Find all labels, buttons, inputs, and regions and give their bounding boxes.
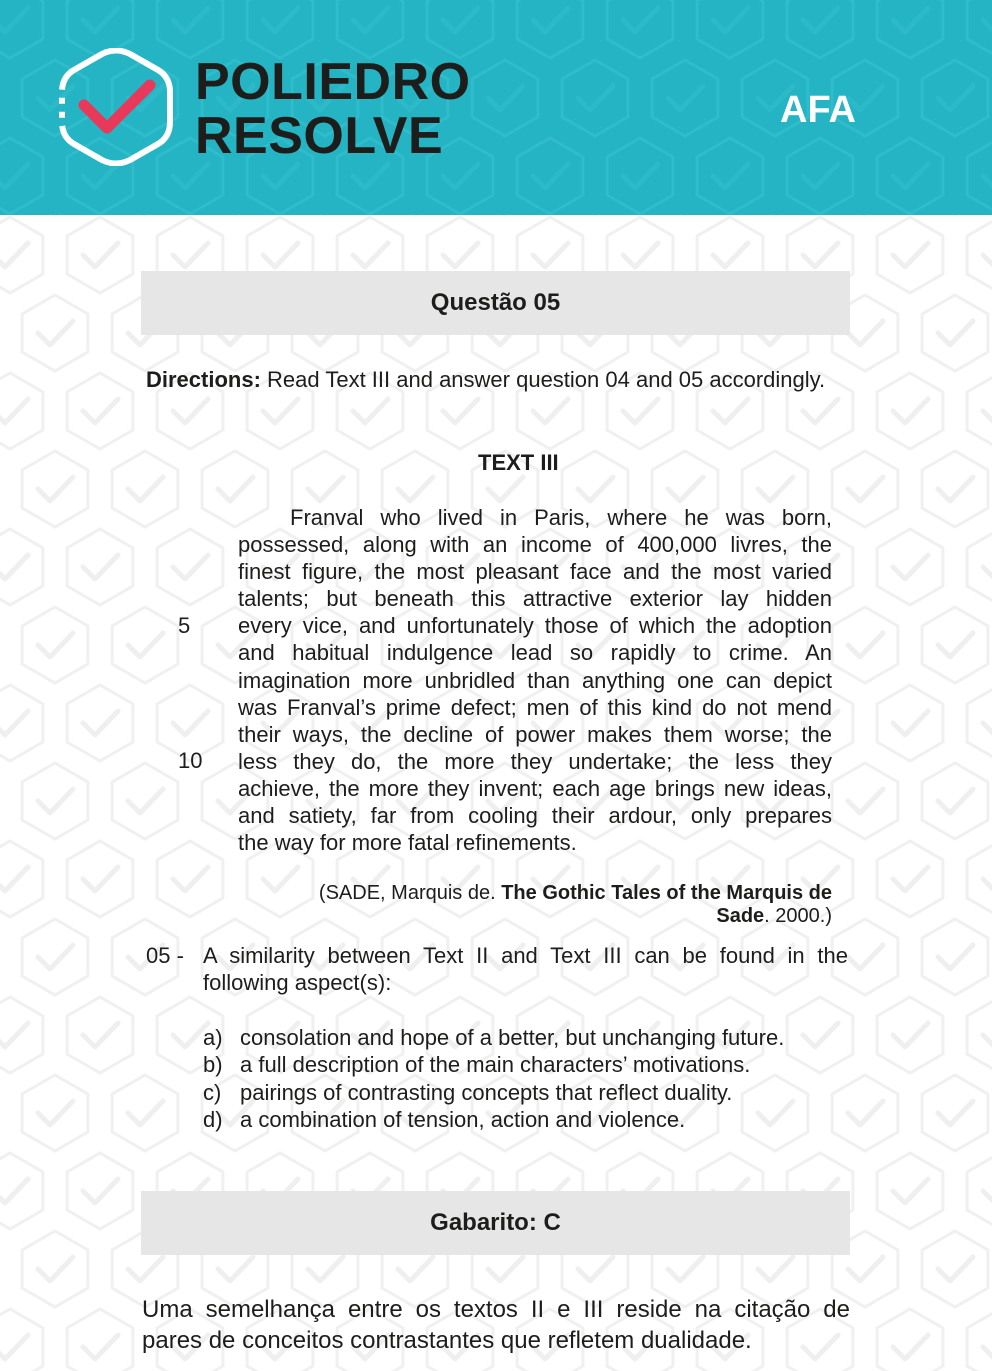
- watermark-hexagon: [967, 997, 992, 1073]
- watermark-check: [713, 399, 748, 423]
- passage-line: Franval who lived in Paris, where he was born,: [290, 505, 832, 530]
- watermark-hexagon: [67, 841, 133, 917]
- watermark-hexagon: [112, 607, 178, 683]
- option-letter: a): [203, 1025, 223, 1050]
- watermark-check: [443, 399, 478, 423]
- passage-line: possessed, along with an income of 400,000 livres, the: [238, 532, 832, 558]
- explanation: [142, 1294, 850, 1356]
- watermark-check: [983, 1335, 992, 1359]
- passage-line: talents; but beneath this attractive exterior lay hidden: [238, 586, 832, 612]
- watermark-hexagon: [877, 138, 943, 214]
- watermark-hexagon: [112, 451, 178, 527]
- watermark-check: [173, 711, 208, 735]
- watermark-check: [848, 789, 883, 813]
- watermark-hexagon: [0, 373, 43, 449]
- watermark-check: [803, 164, 838, 188]
- watermark-hexagon: [967, 138, 992, 214]
- source-title-part2: Sade: [716, 905, 765, 927]
- watermark-check: [533, 8, 568, 32]
- watermark-hexagon: [967, 685, 992, 761]
- watermark-check: [173, 8, 208, 32]
- watermark-check: [623, 164, 658, 188]
- watermark-check: [83, 243, 118, 267]
- watermark-check: [983, 243, 992, 267]
- watermark-check: [83, 399, 118, 423]
- option-letter: b): [203, 1052, 223, 1078]
- header-band: [0, 0, 992, 215]
- watermark-hexagon: [517, 138, 583, 214]
- watermark-hexagon: [0, 685, 43, 761]
- watermark-check: [893, 867, 928, 891]
- watermark-check: [38, 1257, 73, 1281]
- watermark-check: [623, 243, 658, 267]
- watermark-check: [983, 711, 992, 735]
- watermark-hexagon: [832, 763, 898, 839]
- watermark-check: [0, 867, 28, 891]
- watermark-check: [983, 555, 992, 579]
- option-letter: c): [203, 1079, 222, 1105]
- option-b: [203, 1051, 843, 1078]
- watermark-check: [893, 164, 928, 188]
- watermark-hexagon: [832, 607, 898, 683]
- watermark-check: [578, 1257, 613, 1281]
- watermark-check: [173, 555, 208, 579]
- watermark-check: [308, 477, 343, 501]
- watermark-hexagon: [67, 529, 133, 605]
- watermark-hexagon: [877, 529, 943, 605]
- watermark-check: [0, 1023, 28, 1047]
- watermark-hexagon: [0, 138, 43, 214]
- watermark-check: [938, 321, 973, 345]
- watermark-check: [0, 399, 28, 423]
- watermark-check: [983, 1023, 992, 1047]
- watermark-hexagon: [877, 685, 943, 761]
- watermark-hexagon: [0, 217, 43, 293]
- watermark-check: [38, 789, 73, 813]
- watermark-hexagon: [922, 295, 988, 371]
- source-prefix: (SADE, Marquis de.: [318, 882, 502, 904]
- watermark-check: [938, 789, 973, 813]
- watermark-hexagon: [967, 529, 992, 605]
- directions: [146, 366, 841, 393]
- passage-line: less they do, the more they undertake; the less they: [238, 748, 832, 774]
- watermark-hexagon: [67, 217, 133, 293]
- watermark-check: [83, 1023, 118, 1047]
- watermark-check: [263, 164, 298, 188]
- watermark-check: [38, 477, 73, 501]
- watermark-hexagon: [0, 1153, 43, 1229]
- watermark-check: [983, 1179, 992, 1203]
- watermark-check: [623, 399, 658, 423]
- watermark-hexagon: [967, 1309, 992, 1371]
- explanation-line-2: pares de conceitos contrastantes que refletem dualidade.: [142, 1327, 752, 1354]
- watermark-check: [0, 555, 28, 579]
- stem-line-1: A similarity between Text II and Text III can be found in the: [203, 943, 848, 968]
- watermark-hexagon: [877, 1309, 943, 1371]
- watermark-check: [803, 243, 838, 267]
- watermark-check: [488, 477, 523, 501]
- watermark-check: [128, 789, 163, 813]
- watermark-check: [218, 1257, 253, 1281]
- watermark-hexagon: [157, 841, 223, 917]
- passage-line: finest figure, the most pleasant face and the most varied: [238, 559, 832, 585]
- watermark-check: [173, 243, 208, 267]
- watermark-hexagon: [922, 451, 988, 527]
- option-letter: d): [203, 1106, 223, 1132]
- watermark-check: [533, 399, 568, 423]
- watermark-check: [218, 477, 253, 501]
- watermark-check: [83, 164, 118, 188]
- watermark-check: [83, 1335, 118, 1359]
- watermark-check: [308, 1257, 343, 1281]
- watermark-hexagon: [967, 841, 992, 917]
- exam-tag: AFA: [780, 89, 856, 131]
- watermark-check: [83, 867, 118, 891]
- question-number: 05 -: [146, 943, 184, 968]
- watermark-check: [848, 321, 883, 345]
- watermark-hexagon: [0, 997, 43, 1073]
- watermark-check: [128, 1101, 163, 1125]
- watermark-hexagon: [787, 138, 853, 214]
- line-number-10: 10: [178, 748, 203, 773]
- watermark-check: [848, 1257, 883, 1281]
- watermark-hexagon: [922, 607, 988, 683]
- watermark-hexagon: [967, 217, 992, 293]
- watermark-hexagon: [22, 1075, 88, 1151]
- brand-line-1: POLIEDRO: [195, 53, 471, 111]
- watermark-hexagon: [67, 373, 133, 449]
- watermark-hexagon: [67, 1153, 133, 1229]
- watermark-check: [533, 164, 568, 188]
- question-stem: [203, 942, 848, 996]
- passage-line: and habitual indulgence lead so rapidly to crime. An: [238, 640, 832, 666]
- watermark-check: [83, 8, 118, 32]
- watermark-check: [938, 86, 973, 110]
- watermark-check: [893, 8, 928, 32]
- watermark-check: [353, 399, 388, 423]
- watermark-check: [803, 399, 838, 423]
- watermark-check: [443, 164, 478, 188]
- source-title-part1: The Gothic Tales of the Marquis de: [501, 882, 832, 904]
- watermark-hexagon: [922, 60, 988, 136]
- watermark-hexagon: [832, 451, 898, 527]
- watermark-check: [758, 1257, 793, 1281]
- source-suffix: . 2000.): [764, 905, 832, 927]
- watermark-hexagon: [67, 997, 133, 1073]
- watermark-check: [848, 477, 883, 501]
- watermark-check: [893, 1335, 928, 1359]
- watermark-hexagon: [877, 373, 943, 449]
- watermark-check: [938, 1257, 973, 1281]
- watermark-check: [848, 945, 883, 969]
- watermark-check: [0, 711, 28, 735]
- watermark-check: [38, 321, 73, 345]
- watermark-check: [353, 243, 388, 267]
- stem-line-2: following aspect(s):: [203, 970, 392, 995]
- answer-options: [203, 1024, 843, 1133]
- passage-line: and satiety, far from cooling their ardour, only prepares: [238, 803, 832, 829]
- watermark-check: [668, 86, 703, 110]
- watermark-check: [443, 8, 478, 32]
- watermark-check: [533, 243, 568, 267]
- watermark-check: [893, 243, 928, 267]
- watermark-hexagon: [22, 295, 88, 371]
- passage-line: achieve, the more they invent; each age brings new ideas,: [238, 775, 832, 801]
- option-a: [203, 1024, 843, 1051]
- watermark-check: [983, 164, 992, 188]
- option-d: [203, 1106, 843, 1133]
- watermark-check: [38, 1101, 73, 1125]
- watermark-check: [173, 867, 208, 891]
- watermark-check: [398, 1257, 433, 1281]
- watermark-check: [128, 477, 163, 501]
- watermark-check: [803, 8, 838, 32]
- watermark-hexagon: [22, 451, 88, 527]
- watermark-check: [938, 633, 973, 657]
- watermark-check: [263, 243, 298, 267]
- watermark-check: [353, 8, 388, 32]
- watermark-check: [713, 8, 748, 32]
- watermark-check: [398, 477, 433, 501]
- watermark-check: [893, 1179, 928, 1203]
- explanation-line-1: Uma semelhança entre os textos II e III reside na citação de: [142, 1296, 850, 1323]
- passage-line: the way for more fatal refinements.: [238, 830, 577, 856]
- watermark-hexagon: [922, 1075, 988, 1151]
- passage-line: their ways, the decline of power makes them worse; the: [238, 721, 832, 747]
- watermark-check: [983, 867, 992, 891]
- text-title: TEXT III: [478, 450, 559, 475]
- watermark-check: [758, 477, 793, 501]
- watermark-check: [38, 633, 73, 657]
- watermark-hexagon: [0, 529, 43, 605]
- watermark-check: [983, 399, 992, 423]
- watermark-check: [713, 164, 748, 188]
- watermark-check: [353, 164, 388, 188]
- watermark-check: [173, 399, 208, 423]
- watermark-hexagon: [922, 763, 988, 839]
- watermark-check: [668, 1257, 703, 1281]
- watermark-check: [893, 711, 928, 735]
- option-c: [203, 1079, 843, 1106]
- watermark-check: [938, 477, 973, 501]
- question-title-bar: [141, 271, 850, 335]
- watermark-hexagon: [112, 763, 178, 839]
- watermark-hexagon: [967, 0, 992, 58]
- option-text: consolation and hope of a better, but unchanging future.: [240, 1025, 785, 1050]
- watermark-check: [443, 243, 478, 267]
- watermark-hexagon: [472, 60, 538, 136]
- watermark-check: [983, 8, 992, 32]
- answer-key: Gabarito: C: [430, 1209, 561, 1236]
- passage-line: was Franval’s prime defect; men of this kind do not mend: [238, 694, 832, 720]
- watermark-check: [848, 633, 883, 657]
- watermark-hexagon: [22, 607, 88, 683]
- watermark-check: [713, 243, 748, 267]
- source-citation: [290, 882, 832, 928]
- watermark-check: [263, 399, 298, 423]
- directions-text: Read Text III and answer question 04 and 05 accordingly.: [260, 367, 826, 392]
- watermark-check: [578, 86, 613, 110]
- watermark-check: [0, 1335, 28, 1359]
- watermark-hexagon: [22, 1231, 88, 1307]
- hexagon-checkmark-icon: [58, 48, 174, 166]
- watermark-check: [893, 399, 928, 423]
- watermark-check: [128, 633, 163, 657]
- watermark-hexagon: [67, 685, 133, 761]
- watermark-hexagon: [877, 217, 943, 293]
- passage: [238, 504, 832, 856]
- line-number-5: 5: [178, 613, 191, 638]
- passage-line: every vice, and unfortunately those of which the adoption: [238, 613, 832, 639]
- question-title: Questão 05: [430, 289, 561, 316]
- watermark-check: [848, 1101, 883, 1125]
- watermark-check: [173, 164, 208, 188]
- brand-line-2: RESOLVE: [195, 107, 444, 165]
- option-text: pairings of contrasting concepts that reflect duality.: [240, 1079, 733, 1105]
- watermark-hexagon: [652, 60, 718, 136]
- option-text: a full description of the main characters’ motivations.: [240, 1052, 751, 1078]
- watermark-hexagon: [0, 841, 43, 917]
- watermark-check: [38, 945, 73, 969]
- watermark-hexagon: [562, 60, 628, 136]
- watermark-check: [893, 1023, 928, 1047]
- watermark-check: [623, 8, 658, 32]
- watermark-hexagon: [697, 138, 763, 214]
- watermark-check: [83, 555, 118, 579]
- option-text: a combination of tension, action and violence.: [240, 1106, 686, 1132]
- directions-label: Directions:: [146, 367, 261, 392]
- watermark-check: [128, 1257, 163, 1281]
- watermark-check: [0, 8, 28, 32]
- watermark-hexagon: [922, 919, 988, 995]
- watermark-hexagon: [877, 841, 943, 917]
- watermark-check: [0, 243, 28, 267]
- watermark-hexagon: [22, 763, 88, 839]
- passage-line: imagination more unbridled than anything one can depict: [238, 667, 832, 693]
- watermark-check: [893, 555, 928, 579]
- answer-key-bar: [141, 1191, 850, 1255]
- watermark-check: [263, 8, 298, 32]
- watermark-hexagon: [607, 138, 673, 214]
- watermark-check: [83, 711, 118, 735]
- watermark-check: [578, 477, 613, 501]
- watermark-hexagon: [157, 529, 223, 605]
- watermark-check: [938, 945, 973, 969]
- watermark-check: [83, 1179, 118, 1203]
- watermark-check: [488, 86, 523, 110]
- watermark-hexagon: [67, 1309, 133, 1371]
- watermark-hexagon: [112, 1075, 178, 1151]
- watermark-hexagon: [967, 373, 992, 449]
- watermark-hexagon: [967, 1153, 992, 1229]
- brand-wordmark: [195, 53, 471, 165]
- watermark-hexagon: [877, 1153, 943, 1229]
- watermark-hexagon: [877, 997, 943, 1073]
- watermark-check: [0, 164, 28, 188]
- watermark-check: [668, 477, 703, 501]
- watermark-hexagon: [922, 1231, 988, 1307]
- watermark-hexagon: [22, 919, 88, 995]
- watermark-check: [938, 1101, 973, 1125]
- watermark-check: [0, 1179, 28, 1203]
- watermark-check: [488, 1257, 523, 1281]
